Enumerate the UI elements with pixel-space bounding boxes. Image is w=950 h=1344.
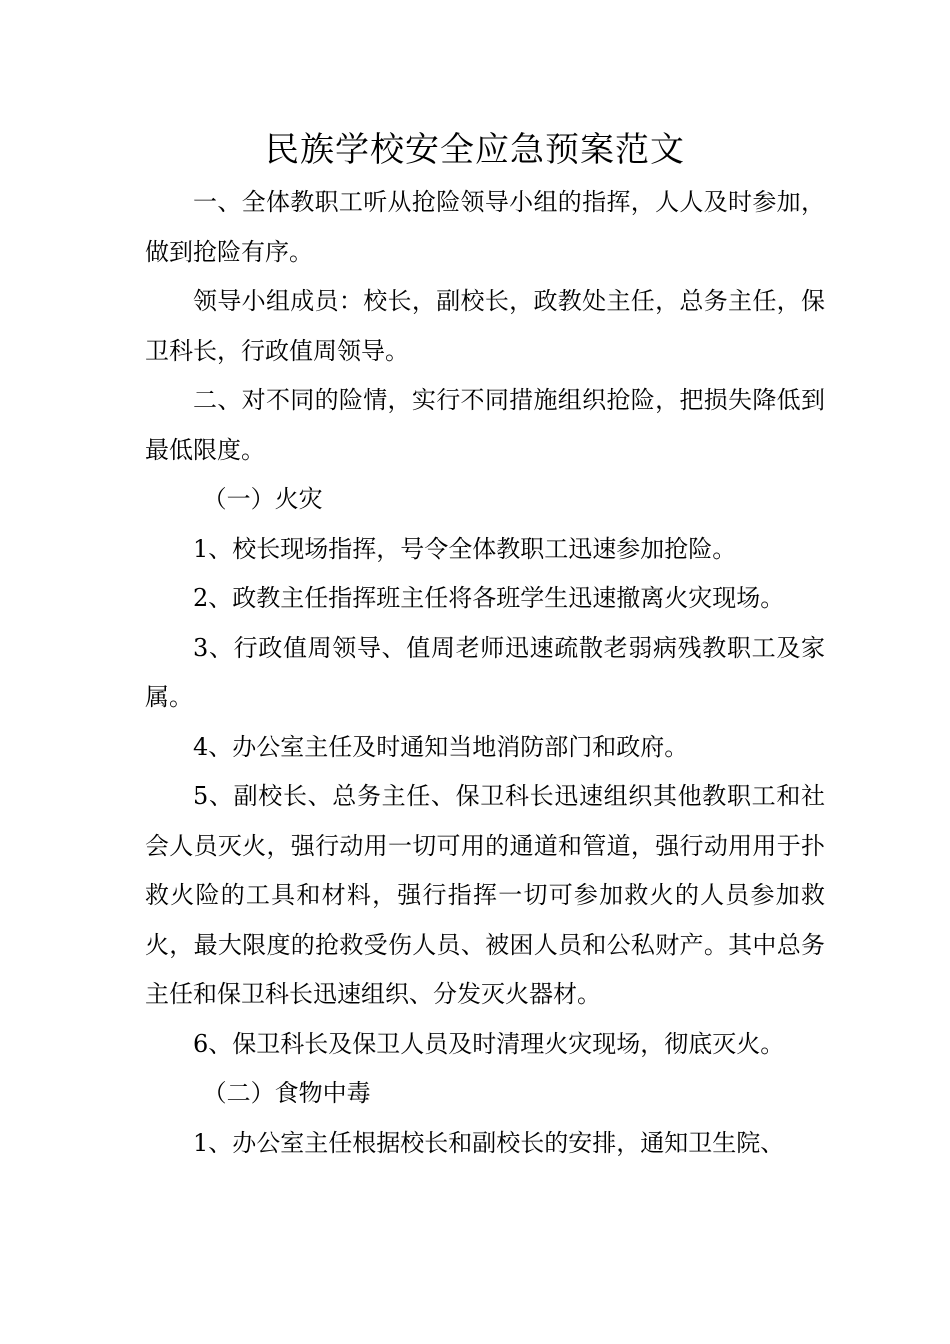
paragraph-1: 一、全体教职工听从抢险领导小组的指挥，人人及时参加，做到抢险有序。 (145, 188, 825, 266)
document-body (145, 178, 825, 1168)
paragraph-3: 二、对不同的险情，实行不同措施组织抢险，把损失降低到最低限度。 (145, 386, 825, 464)
paragraph-fire-6: 6、保卫科长及保卫人员及时清理火灾现场，彻底灭火。 (193, 1029, 785, 1058)
section-heading-fire: （一）火灾 (202, 485, 323, 513)
paragraph-food-1: 1、办公室主任根据校长和副校长的安排，通知卫生院、 (193, 1128, 785, 1157)
paragraph-fire-4: 4、办公室主任及时通知当地消防部门和政府。 (193, 732, 689, 761)
paragraph-fire-1: 1、校长现场指挥，号令全体教职工迅速参加抢险。 (193, 534, 737, 563)
document-title: 民族学校安全应急预案范文 (265, 130, 685, 170)
paragraph-fire-5: 5、副校长、总务主任、保卫科长迅速组织其他教职工和社会人员灭火，强行动用一切可用的通道和管道，强行动用用于扑救火险的工具和材料，强行指挥一切可参加救火的人员参加救火，最大限度的抢救受伤人员、被困人员和公私财产。其中总务主任和保卫科长迅速组织、分发灭火器材。 (145, 782, 825, 1008)
paragraph-fire-3: 3、行政值周领导、值周老师迅速疏散老弱病残教职工及家属。 (145, 633, 825, 711)
paragraph-fire-2: 2、政教主任指挥班主任将各班学生迅速撤离火灾现场。 (193, 584, 785, 612)
section-heading-food-poisoning: （二）食物中毒 (202, 1079, 371, 1107)
paragraph-2: 领导小组成员：校长，副校长，政教处主任，总务主任，保卫科长，行政值周领导。 (145, 287, 825, 365)
